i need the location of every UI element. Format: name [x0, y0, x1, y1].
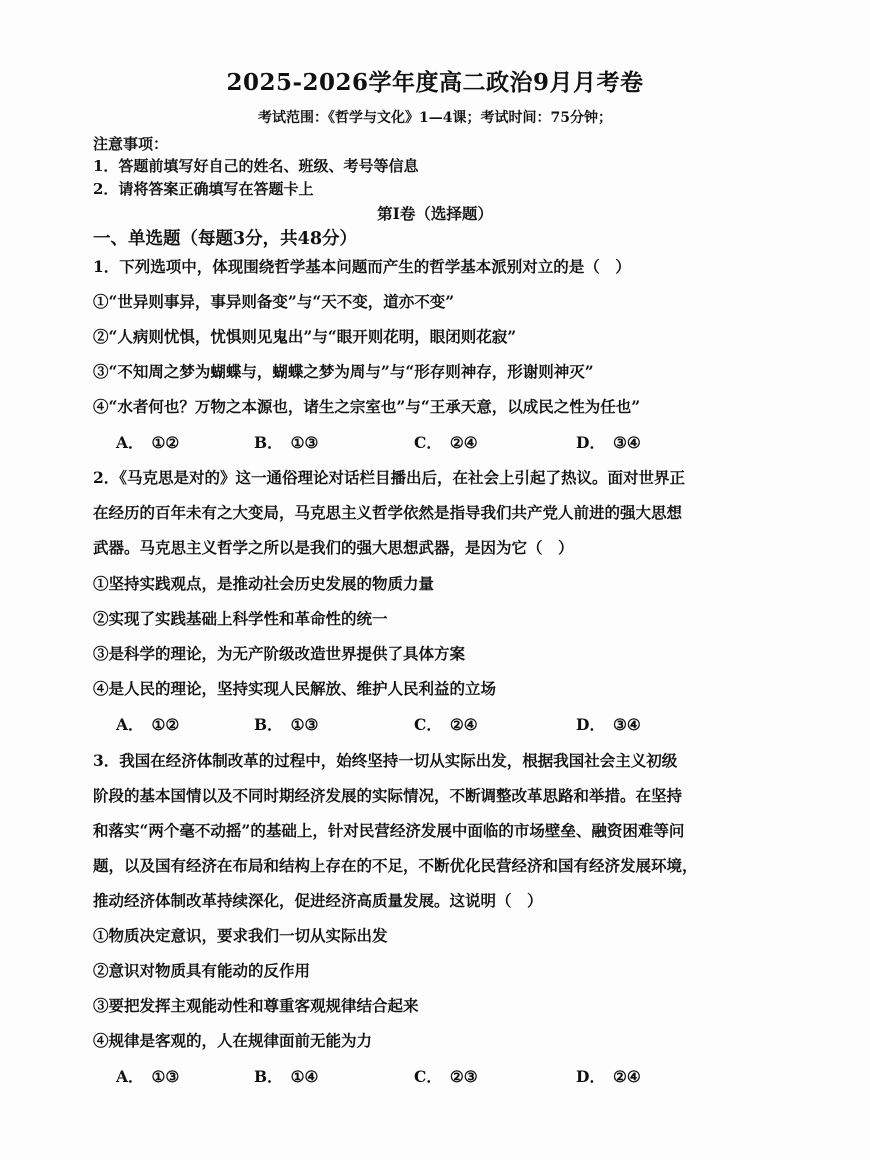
option-b[interactable]: B． ①③ [254, 433, 319, 452]
option-c[interactable]: C． ②④ [414, 715, 478, 734]
notes-item-1: 1．答题前填写好自己的姓名、班级、考号等信息 [93, 157, 419, 175]
exam-title: 2025-2026学年度高二政治9月月考卷 [226, 69, 644, 96]
option-d[interactable]: D． ③④ [576, 433, 641, 452]
question-3-stem: 阶段的基本国情以及不同时期经济发展的实际情况，不断调整改革思路和举措。在坚持 [93, 786, 683, 805]
question-3-item: ②意识对物质具有能动的反作用 [93, 961, 311, 980]
question-3-stem: 3．我国在经济体制改革的过程中，始终坚持一切从实际出发，根据我国社会主义初级 [93, 751, 678, 770]
part-title: 一、单选题（每题3分，共48分） [93, 229, 358, 249]
question-2-item: ④是人民的理论，坚持实现人民解放、维护人民利益的立场 [93, 679, 497, 698]
question-1-item: ④“水者何也？万物之本源也，诸生之宗室也”与“王承天意，以成民之性为任也” [93, 397, 641, 416]
notes-heading: 注意事项： [93, 135, 169, 153]
option-b[interactable]: B． ①④ [254, 1067, 319, 1086]
question-2-stem: 武器。马克思主义哲学之所以是我们的强大思想武器，是因为它（ ） [93, 538, 574, 557]
notes-item-2: 2．请将答案正确填写在答题卡上 [93, 180, 314, 198]
option-d[interactable]: D． ③④ [576, 715, 641, 734]
question-3-item: ④规律是客观的，人在规律面前无能为力 [93, 1031, 373, 1050]
question-2-item: ②实现了实践基础上科学性和革命性的统一 [93, 609, 388, 628]
question-3-stem: 题，以及国有经济在布局和结构上存在的不足，不断优化民营经济和国有经济发展环境， [93, 856, 698, 875]
question-3-stem: 推动经济体制改革持续深化，促进经济高质量发展。这说明（ ） [93, 891, 543, 910]
option-a[interactable]: A． ①③ [116, 1067, 180, 1086]
question-2-stem: 2．《马克思是对的》这一通俗理论对话栏目播出后，在社会上引起了热议。面对世界正 [93, 468, 686, 487]
question-1-item: ①“世异则事异，事异则备变”与“天不变，道亦不变” [93, 292, 455, 311]
question-2-stem: 在经历的百年未有之大变局，马克思主义哲学依然是指导我们共产党人前进的强大思想 [93, 503, 683, 522]
question-2-item: ③是科学的理论，为无产阶级改造世界提供了具体方案 [93, 644, 466, 663]
question-1-stem: 1．下列选项中，体现围绕哲学基本问题而产生的哲学基本派别对立的是（ ） [93, 257, 631, 276]
question-1-item: ③“不知周之梦为蝴蝶与，蝴蝶之梦为周与”与“形存则神存，形谢则神灭” [93, 362, 594, 381]
question-2-item: ①坚持实践观点，是推动社会历史发展的物质力量 [93, 574, 435, 593]
option-b[interactable]: B． ①③ [254, 715, 319, 734]
option-c[interactable]: C． ②③ [414, 1067, 478, 1086]
question-3-stem: 和落实“两个毫不动摇”的基础上，针对民营经济发展中面临的市场壁垒、融资困难等问 [93, 821, 685, 840]
option-a[interactable]: A． ①② [116, 433, 180, 452]
section-title: 第I卷（选择题） [377, 204, 493, 223]
question-3-item: ③要把发挥主观能动性和尊重客观规律结合起来 [93, 996, 419, 1015]
exam-subtitle: 考试范围：《哲学与文化》1—4课；考试时间：75分钟； [258, 110, 612, 126]
question-1-item: ②“人病则忧惧，忧惧则见鬼出”与“眼开则花明，眼闭则花寂” [93, 327, 517, 346]
option-d[interactable]: D． ②④ [576, 1067, 641, 1086]
question-3-item: ①物质决定意识，要求我们一切从实际出发 [93, 926, 388, 945]
option-c[interactable]: C． ②④ [414, 433, 478, 452]
option-a[interactable]: A． ①② [116, 715, 180, 734]
